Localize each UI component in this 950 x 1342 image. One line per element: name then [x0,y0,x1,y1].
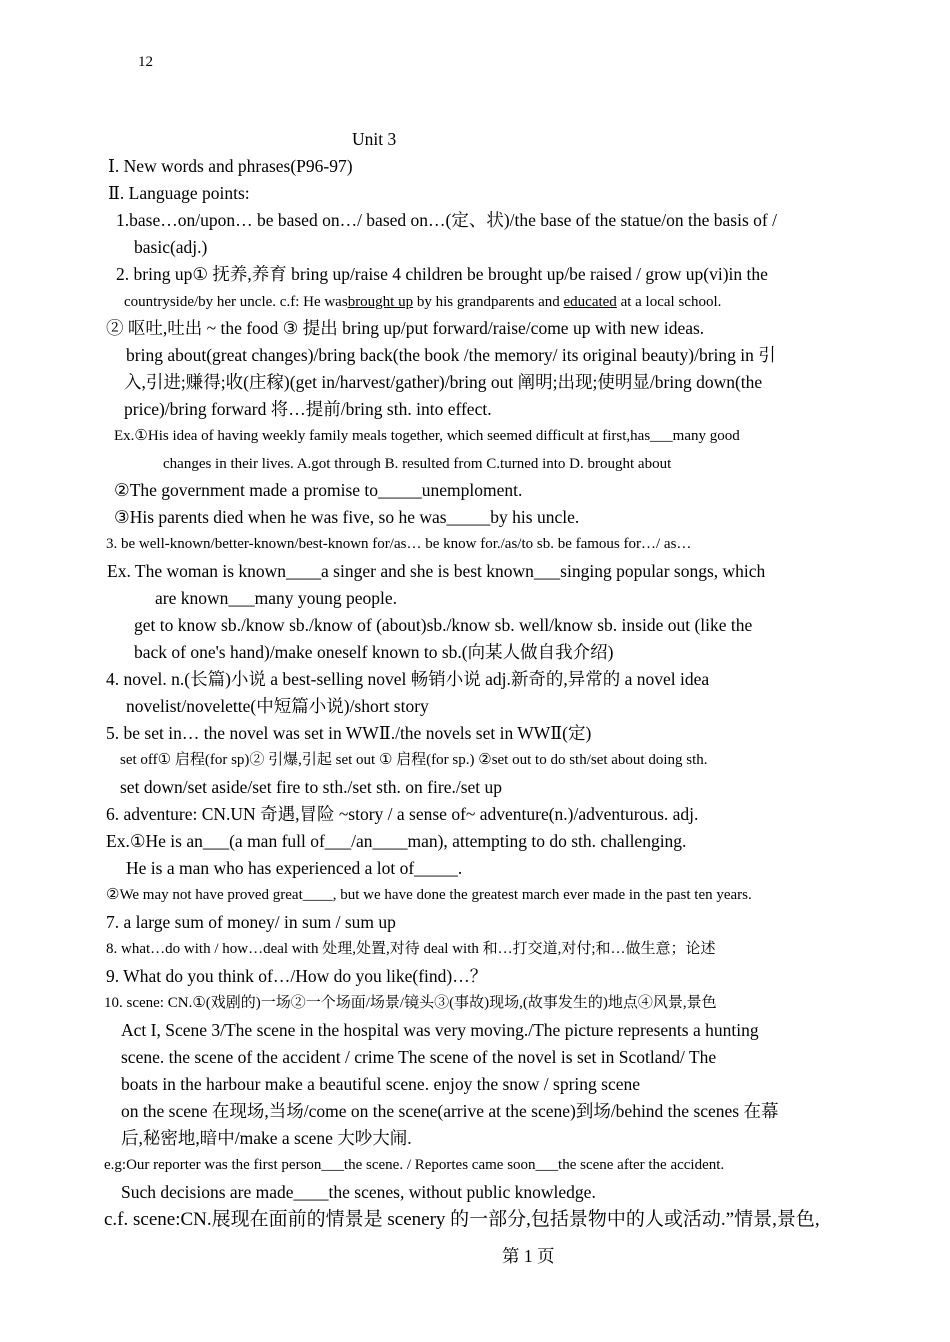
text-line: Act I, Scene 3/The scene in the hospital was very moving./The picture represents a hunting [121,1020,759,1040]
text-line [124,295,721,310]
text-line: scene. the scene of the accident / crime The scene of the novel is set in Scotland/ The [121,1047,717,1067]
text-line: 2. bring up① 抚养,养育 bring up/raise 4 children be brought up/be raised / grow up(vi)in the [116,264,768,284]
text-line: 7. a large sum of money/ in sum / sum up [106,912,396,932]
page-footer: 第 1 页 [502,1246,555,1266]
section-heading: Ⅱ. Language points: [108,183,250,203]
text-line: 6. adventure: CN.UN 奇遇,冒险 ~story / a sense of~ adventure(n.)/adventurous. adj. [106,804,699,824]
text-line: back of one's hand)/make oneself known to sb.(向某人做自我介绍) [134,642,614,662]
exercise-line: ③His parents died when he was five, so he was_____by his uncle. [114,507,580,527]
text-line: 9. What do you think of…/How do you like(find)…？ [106,966,488,986]
text-line: price)/bring forward 将…提前/bring sth. into effect. [124,399,492,419]
exercise-line: are known___many young people. [155,588,398,608]
underlined-text: educated [563,294,617,310]
exercise-line: Ex.①His idea of having weekly family meals together, which seemed difficult at first,has___many good [114,428,740,444]
text-line: get to know sb./know sb./know of (about)sb./know sb. well/know sb. inside out (like the [134,615,753,635]
exercise-line: Ex.①He is an___(a man full of___/an____man), attempting to do sth. challenging. [106,831,687,851]
exercise-line: ②The government made a promise to_____unemploment. [114,480,523,500]
text-line: set down/set aside/set fire to sth./set sth. on fire./set up [120,777,503,797]
text-line: 4. novel. n.(长篇)小说 a best-selling novel 畅销小说 adj.新奇的,异常的 a novel idea [106,669,710,689]
exercise-line: Ex. The woman is known____a singer and she is best known___singing popular songs, which [107,561,766,581]
text-line: 5. be set in… the novel was set in WWⅡ./the novels set in WWⅡ(定) [106,723,592,743]
exercise-line: ②We may not have proved great____, but we have done the greatest march ever made in the past ten years. [106,887,752,903]
text-line: boats in the harbour make a beautiful scene. enjoy the snow / spring scene [121,1074,641,1094]
text-line: novelist/novelette(中短篇小说)/short story [126,696,429,716]
text-line: 10. scene: CN.①(戏剧的)一场②一个场面/场景/镜头③(事故)现场,(故事发生的)地点④风景,景色 [104,995,717,1011]
text-line: 8. what…do with / how…deal with 处理,处置,对待 deal with 和…打交道,对付;和…做生意；论述 [106,941,716,957]
text-segment: by his grandparents and [413,294,564,310]
text-segment: countryside/by her uncle. c.f: He was [124,294,348,310]
text-line: 后,秘密地,暗中/make a scene 大吵大闹. [121,1128,412,1148]
exercise-line: Such decisions are made____the scenes, without public knowledge. [121,1182,596,1202]
text-line: c.f. scene:CN.展现在面前的情景是 scenery 的一部分,包括景物中的人或活动.”情景,景色, [104,1209,820,1230]
exercise-line: changes in their lives. A.got through B. resulted from C.turned into D. brought about [163,456,672,472]
text-line: on the scene 在现场,当场/come on the scene(arrive at the scene)到场/behind the scenes 在幕 [121,1101,779,1121]
section-heading: Ⅰ. New words and phrases(P96-97) [108,156,353,176]
text-line: 入,引进;赚得;收(庄稼)(get in/harvest/gather)/bring out 阐明;出现;使明显/bring down(the [124,372,763,392]
text-segment: at a local school. [616,294,722,310]
text-line: 3. be well-known/better-known/best-known for/as… be know for./as/to sb. be famous for…/ as… [106,536,692,552]
exercise-line: He is a man who has experienced a lot of_____. [126,858,463,878]
text-line: 1.base…on/upon… be based on…/ based on…(定、状)/the base of the statue/on the basis of / [116,210,777,230]
underlined-text: brought up [347,294,414,310]
exercise-line: e.g:Our reporter was the first person___the scene. / Reportes came soon___the scene after the accident. [104,1157,725,1173]
text-line: set off① 启程(for sp)② 引爆,引起 set out ① 启程(for sp.) ②set out to do sth/set about doing sth. [120,752,708,768]
text-line: basic(adj.) [134,237,208,257]
text-line: bring about(great changes)/bring back(the book /the memory/ its original beauty)/bring in 引 [126,345,776,365]
text-line: ② 呕吐,吐出 ~ the food ③ 提出 bring up/put forward/raise/come up with new ideas. [106,318,705,338]
unit-title: Unit 3 [352,129,397,149]
page-number: 12 [138,54,153,70]
